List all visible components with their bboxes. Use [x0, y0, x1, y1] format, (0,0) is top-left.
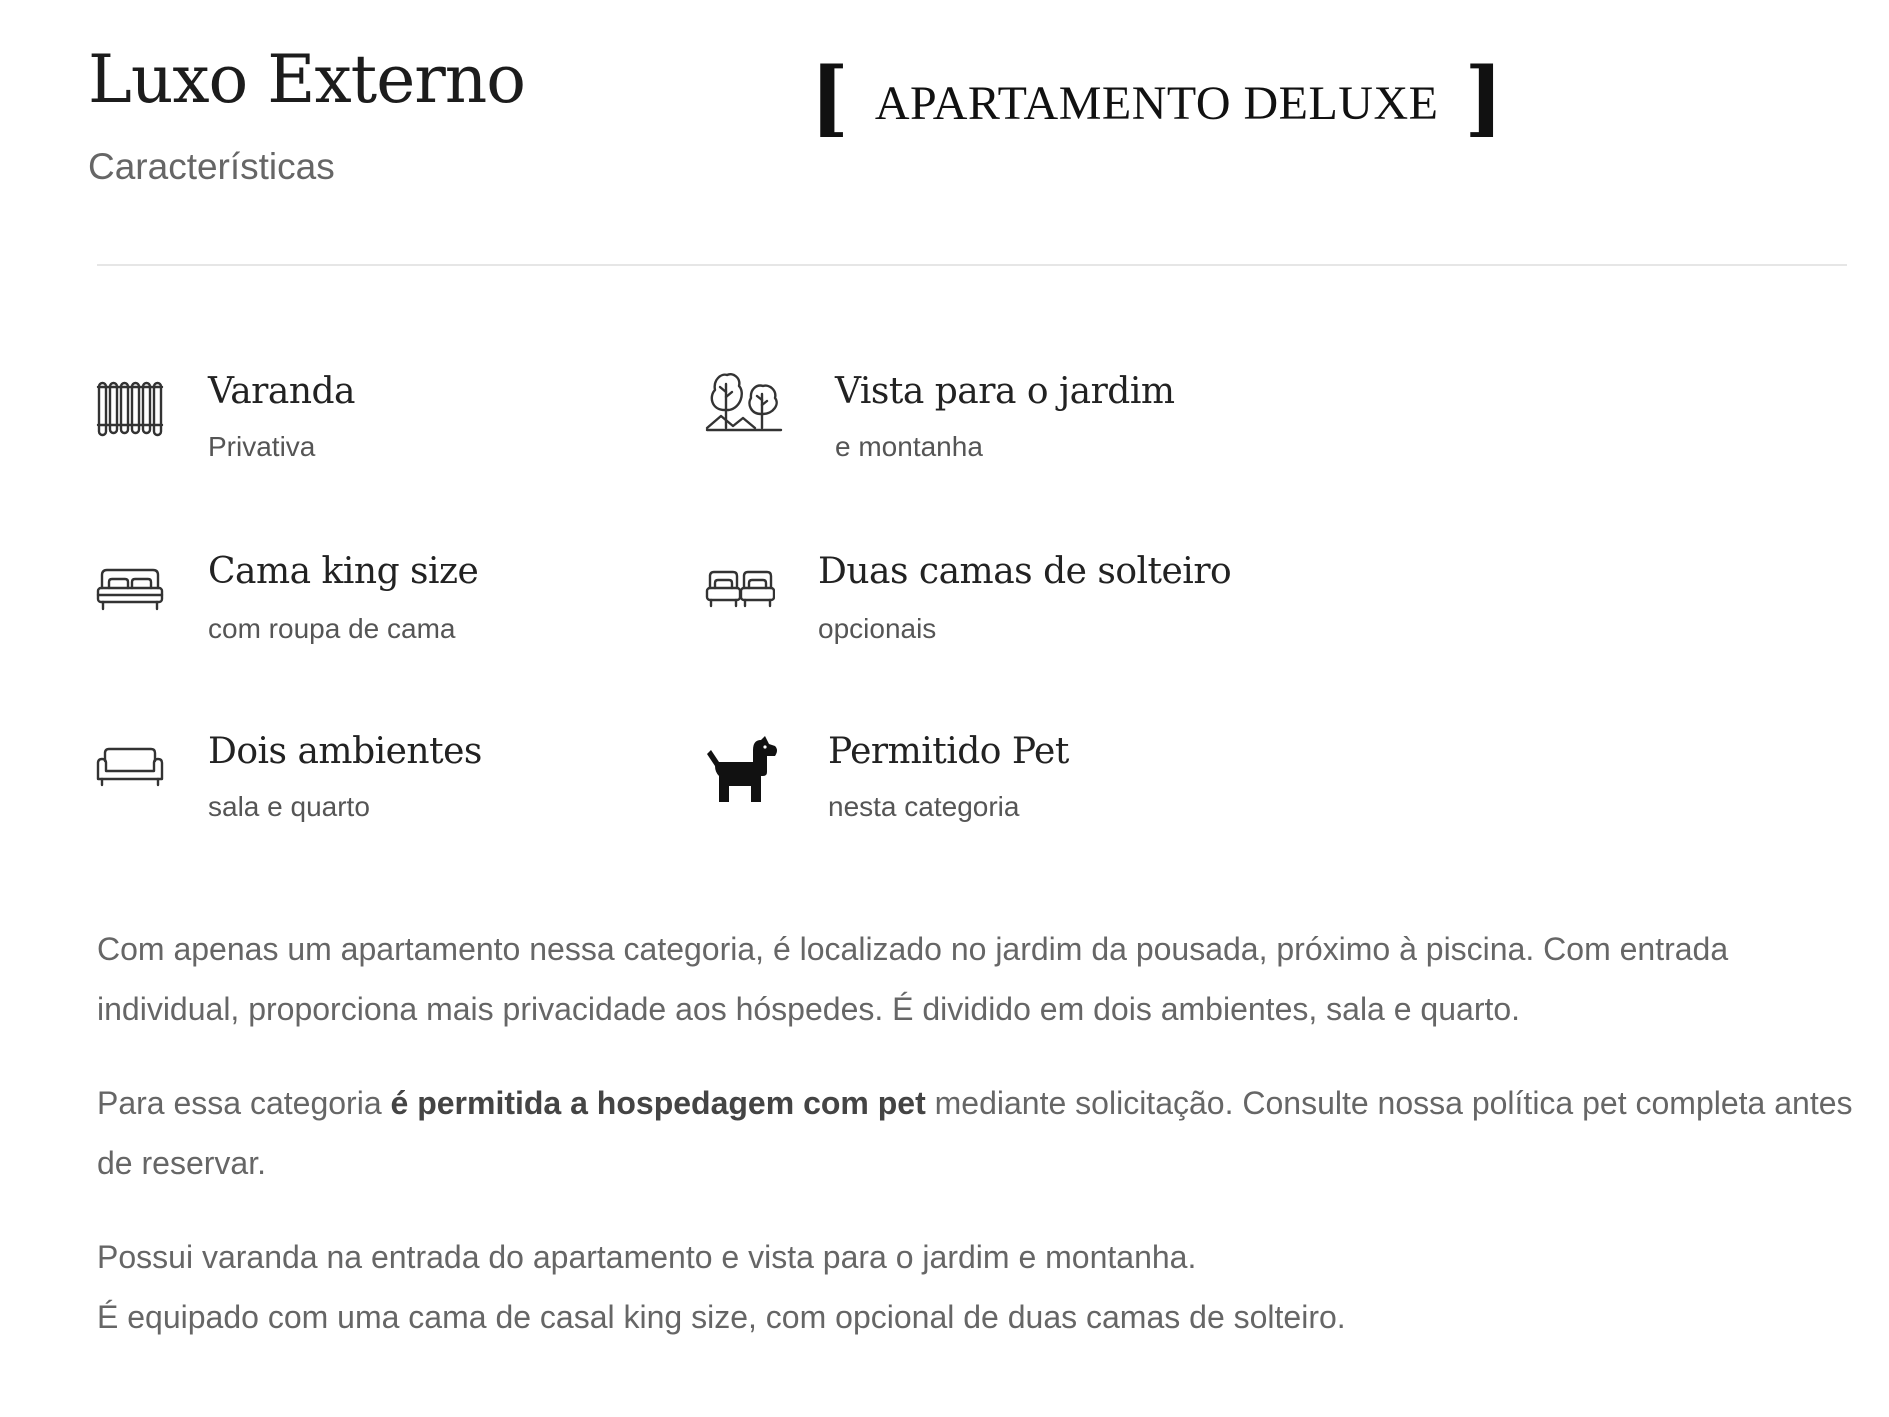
twin-beds-icon: [705, 568, 785, 648]
sofa-icon: [95, 745, 175, 825]
feature-title: Duas camas de solteiro: [818, 551, 1232, 592]
feature-subtitle: com roupa de cama: [208, 613, 456, 644]
paragraph-text: Para essa categoria: [97, 1085, 391, 1121]
feature-subtitle: nesta categoria: [828, 791, 1020, 822]
description-paragraph-2: [97, 1073, 1857, 1193]
section-divider: [97, 264, 1847, 266]
pet-policy-highlight: é permitida a hospedagem com pet: [390, 1085, 926, 1121]
feature-title: Varanda: [208, 371, 356, 412]
dog-icon: [705, 736, 785, 816]
garden-trees-icon: [705, 370, 790, 450]
feature-subtitle: Privativa: [208, 431, 316, 462]
description-paragraph-3: [97, 1227, 1857, 1347]
feature-title: Permitido Pet: [828, 731, 1069, 772]
balcony-railing-icon: [95, 375, 175, 455]
feature-subtitle: opcionais: [818, 613, 937, 644]
paragraph-line: Possui varanda na entrada do apartamento e vista para o jardim e montanha.: [97, 1239, 1197, 1275]
category-tag: [810, 50, 1504, 146]
king-bed-icon: [95, 566, 175, 646]
tag-label: APARTAMENTO DELUXE: [874, 76, 1439, 130]
tag-bracket-left: [: [810, 50, 849, 146]
page-title: Luxo Externo: [88, 41, 526, 118]
feature-subtitle: sala e quarto: [208, 791, 370, 822]
paragraph-text: mediante solicitação. Consulte nossa política pet completa antes de reservar.: [97, 1085, 1853, 1181]
feature-subtitle: e montanha: [835, 431, 983, 462]
feature-title: Cama king size: [208, 551, 479, 592]
tag-bracket-right: ]: [1464, 50, 1504, 146]
feature-title: Vista para o jardim: [835, 371, 1175, 412]
description-paragraph-1: Com apenas um apartamento nessa categoria, é localizado no jardim da pousada, próximo à piscina. Com entrada individual, proporciona mais privacidade aos hóspedes. É dividido em dois ambientes, sala e quarto.: [97, 931, 1729, 1027]
feature-title: Dois ambientes: [208, 731, 482, 772]
paragraph-line: É equipado com uma cama de casal king size, com opcional de duas camas de solteiro.: [97, 1299, 1346, 1335]
page-subtitle: Características: [88, 146, 335, 187]
